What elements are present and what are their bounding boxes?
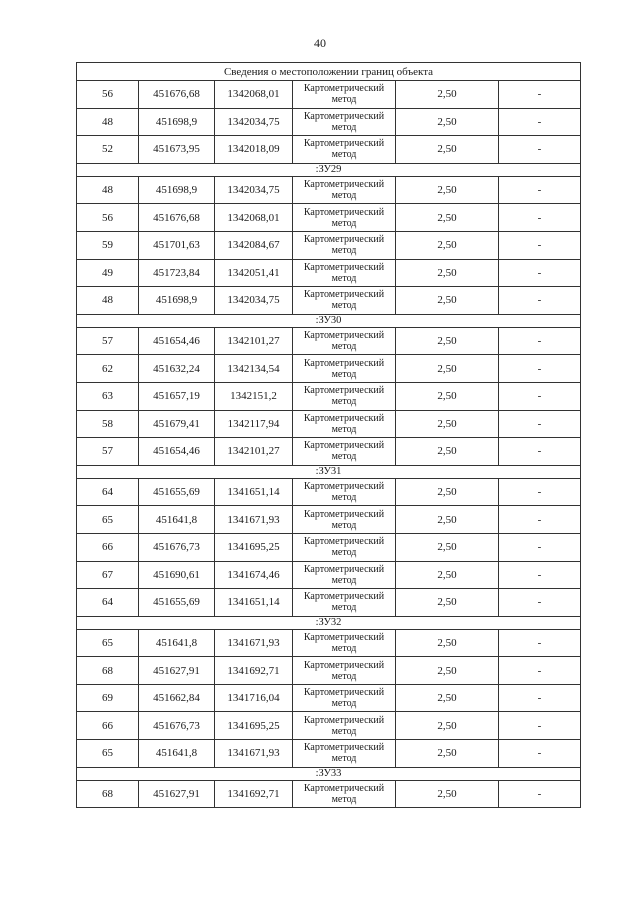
table-row <box>77 684 581 712</box>
accuracy-value: 2,50 <box>396 657 499 685</box>
coordinate-y: 1342068,01 <box>215 81 293 109</box>
zone-header-row <box>77 465 581 478</box>
point-number: 64 <box>77 478 139 506</box>
point-number: 65 <box>77 629 139 657</box>
note-value: - <box>499 740 581 768</box>
determination-method <box>293 204 396 232</box>
point-number: 68 <box>77 657 139 685</box>
note-value: - <box>499 506 581 534</box>
coordinate-x: 451676,68 <box>139 204 215 232</box>
table-row <box>77 355 581 383</box>
coordinate-y: 1341671,93 <box>215 506 293 534</box>
point-number: 66 <box>77 712 139 740</box>
determination-method <box>293 712 396 740</box>
point-number: 56 <box>77 204 139 232</box>
method-line-1: Картометрический <box>303 536 385 548</box>
coordinate-y: 1342151,2 <box>215 382 293 410</box>
note-value: - <box>499 176 581 204</box>
determination-method <box>293 327 396 355</box>
note-value: - <box>499 657 581 685</box>
method-line-1: Картометрический <box>303 412 385 424</box>
zone-label: :ЗУ29 <box>77 163 581 176</box>
note-value: - <box>499 287 581 315</box>
table-row <box>77 259 581 287</box>
determination-method <box>293 561 396 589</box>
method-line-1: Картометрический <box>303 206 385 218</box>
determination-method <box>293 355 396 383</box>
note-value: - <box>499 259 581 287</box>
coordinate-x: 451676,68 <box>139 81 215 109</box>
table-row <box>77 176 581 204</box>
table-row <box>77 657 581 685</box>
table-heading: Сведения о местоположении границ объекта <box>77 63 581 81</box>
zone-label: :ЗУ31 <box>77 465 581 478</box>
coordinate-x: 451641,8 <box>139 629 215 657</box>
method-line-1: Картометрический <box>303 714 385 726</box>
table-row <box>77 231 581 259</box>
coordinate-x: 451641,8 <box>139 740 215 768</box>
note-value: - <box>499 410 581 438</box>
accuracy-value: 2,50 <box>396 327 499 355</box>
determination-method <box>293 108 396 136</box>
determination-method <box>293 176 396 204</box>
method-line-2: метод <box>331 94 357 106</box>
point-number: 64 <box>77 589 139 617</box>
method-line-2: метод <box>331 793 357 805</box>
coordinate-y: 1342101,27 <box>215 438 293 466</box>
table-row <box>77 712 581 740</box>
table-row <box>77 589 581 617</box>
method-line-2: метод <box>331 547 357 559</box>
determination-method <box>293 81 396 109</box>
note-value: - <box>499 712 581 740</box>
method-line-2: метод <box>331 642 357 654</box>
accuracy-value: 2,50 <box>396 740 499 768</box>
coordinate-y: 1341671,93 <box>215 740 293 768</box>
coordinate-x: 451676,73 <box>139 712 215 740</box>
table-row <box>77 382 581 410</box>
note-value: - <box>499 780 581 808</box>
coordinate-y: 1342117,94 <box>215 410 293 438</box>
method-line-2: метод <box>331 423 357 435</box>
accuracy-value: 2,50 <box>396 589 499 617</box>
determination-method <box>293 780 396 808</box>
table-row <box>77 780 581 808</box>
method-line-1: Картометрический <box>303 234 385 246</box>
method-line-1: Картометрический <box>303 782 385 794</box>
method-line-2: метод <box>331 272 357 284</box>
coordinate-x: 451655,69 <box>139 478 215 506</box>
zone-header-row <box>77 163 581 176</box>
method-line-2: метод <box>331 368 357 380</box>
coordinate-x: 451654,46 <box>139 327 215 355</box>
accuracy-value: 2,50 <box>396 629 499 657</box>
determination-method <box>293 478 396 506</box>
coordinate-x: 451632,24 <box>139 355 215 383</box>
determination-method <box>293 410 396 438</box>
method-line-2: метод <box>331 217 357 229</box>
table-row <box>77 136 581 164</box>
method-line-1: Картометрический <box>303 591 385 603</box>
method-line-2: метод <box>331 492 357 504</box>
method-line-2: метод <box>331 698 357 710</box>
table-row <box>77 506 581 534</box>
table-row <box>77 287 581 315</box>
accuracy-value: 2,50 <box>396 410 499 438</box>
note-value: - <box>499 438 581 466</box>
point-number: 67 <box>77 561 139 589</box>
coordinate-x: 451698,9 <box>139 176 215 204</box>
coordinate-y: 1342034,75 <box>215 287 293 315</box>
accuracy-value: 2,50 <box>396 231 499 259</box>
coordinate-x: 451673,95 <box>139 136 215 164</box>
method-line-1: Картометрический <box>303 110 385 122</box>
method-line-1: Картометрический <box>303 83 385 95</box>
coordinate-y: 1341651,14 <box>215 589 293 617</box>
note-value: - <box>499 136 581 164</box>
point-number: 49 <box>77 259 139 287</box>
point-number: 69 <box>77 684 139 712</box>
note-value: - <box>499 561 581 589</box>
method-line-2: метод <box>331 725 357 737</box>
coordinate-y: 1342068,01 <box>215 204 293 232</box>
point-number: 56 <box>77 81 139 109</box>
method-line-1: Картометрический <box>303 357 385 369</box>
point-number: 52 <box>77 136 139 164</box>
note-value: - <box>499 589 581 617</box>
method-line-1: Картометрический <box>303 563 385 575</box>
determination-method <box>293 589 396 617</box>
point-number: 58 <box>77 410 139 438</box>
table-row <box>77 438 581 466</box>
table-row <box>77 478 581 506</box>
determination-method <box>293 287 396 315</box>
coordinate-x: 451676,73 <box>139 533 215 561</box>
coordinate-x: 451679,41 <box>139 410 215 438</box>
coordinate-y: 1342051,41 <box>215 259 293 287</box>
coordinate-y: 1341674,46 <box>215 561 293 589</box>
coordinate-y: 1341651,14 <box>215 478 293 506</box>
coordinate-x: 451627,91 <box>139 657 215 685</box>
accuracy-value: 2,50 <box>396 108 499 136</box>
method-line-1: Картометрический <box>303 659 385 671</box>
coordinate-x: 451655,69 <box>139 589 215 617</box>
method-line-2: метод <box>331 121 357 133</box>
note-value: - <box>499 629 581 657</box>
coordinate-y: 1341716,04 <box>215 684 293 712</box>
point-number: 48 <box>77 287 139 315</box>
coordinate-x: 451657,19 <box>139 382 215 410</box>
point-number: 63 <box>77 382 139 410</box>
method-line-2: метод <box>331 519 357 531</box>
table-row <box>77 204 581 232</box>
method-line-1: Картометрический <box>303 138 385 150</box>
method-line-1: Картометрический <box>303 179 385 191</box>
determination-method <box>293 684 396 712</box>
table-row <box>77 410 581 438</box>
coordinate-y: 1341671,93 <box>215 629 293 657</box>
coordinate-x: 451698,9 <box>139 287 215 315</box>
note-value: - <box>499 355 581 383</box>
boundary-coordinates-table <box>76 62 581 808</box>
coordinate-x: 451698,9 <box>139 108 215 136</box>
accuracy-value: 2,50 <box>396 438 499 466</box>
method-line-1: Картометрический <box>303 440 385 452</box>
coordinate-y: 1341692,71 <box>215 780 293 808</box>
accuracy-value: 2,50 <box>396 259 499 287</box>
point-number: 65 <box>77 740 139 768</box>
note-value: - <box>499 81 581 109</box>
method-line-1: Картометрический <box>303 481 385 493</box>
accuracy-value: 2,50 <box>396 478 499 506</box>
accuracy-value: 2,50 <box>396 506 499 534</box>
method-line-1: Картометрический <box>303 330 385 342</box>
method-line-2: метод <box>331 670 357 682</box>
method-line-2: метод <box>331 574 357 586</box>
coordinate-x: 451690,61 <box>139 561 215 589</box>
method-line-2: метод <box>331 341 357 353</box>
table-heading-row <box>77 63 581 81</box>
note-value: - <box>499 327 581 355</box>
point-number: 57 <box>77 438 139 466</box>
coordinate-y: 1342034,75 <box>215 176 293 204</box>
coordinate-x: 451723,84 <box>139 259 215 287</box>
zone-header-row <box>77 767 581 780</box>
coordinate-x: 451654,46 <box>139 438 215 466</box>
coordinate-x: 451701,63 <box>139 231 215 259</box>
method-line-2: метод <box>331 451 357 463</box>
note-value: - <box>499 533 581 561</box>
note-value: - <box>499 204 581 232</box>
determination-method <box>293 533 396 561</box>
accuracy-value: 2,50 <box>396 204 499 232</box>
coordinate-y: 1342034,75 <box>215 108 293 136</box>
determination-method <box>293 740 396 768</box>
determination-method <box>293 259 396 287</box>
method-line-1: Картометрический <box>303 289 385 301</box>
note-value: - <box>499 684 581 712</box>
table-row <box>77 108 581 136</box>
coordinate-x: 451627,91 <box>139 780 215 808</box>
coordinate-x: 451641,8 <box>139 506 215 534</box>
method-line-2: метод <box>331 190 357 202</box>
zone-header-row <box>77 616 581 629</box>
table-body <box>77 63 581 808</box>
coordinate-y: 1342101,27 <box>215 327 293 355</box>
accuracy-value: 2,50 <box>396 533 499 561</box>
note-value: - <box>499 382 581 410</box>
method-line-2: метод <box>331 396 357 408</box>
accuracy-value: 2,50 <box>396 780 499 808</box>
accuracy-value: 2,50 <box>396 355 499 383</box>
determination-method <box>293 506 396 534</box>
coordinate-y: 1342134,54 <box>215 355 293 383</box>
method-line-2: метод <box>331 602 357 614</box>
accuracy-value: 2,50 <box>396 136 499 164</box>
coordinate-y: 1342018,09 <box>215 136 293 164</box>
zone-label: :ЗУ32 <box>77 616 581 629</box>
method-line-1: Картометрический <box>303 742 385 754</box>
determination-method <box>293 382 396 410</box>
page-number: 40 <box>314 36 326 50</box>
accuracy-value: 2,50 <box>396 684 499 712</box>
point-number: 48 <box>77 108 139 136</box>
zone-header-row <box>77 314 581 327</box>
method-line-2: метод <box>331 149 357 161</box>
table-row <box>77 629 581 657</box>
table-row <box>77 740 581 768</box>
determination-method <box>293 629 396 657</box>
determination-method <box>293 657 396 685</box>
method-line-1: Картометрический <box>303 508 385 520</box>
accuracy-value: 2,50 <box>396 712 499 740</box>
method-line-1: Картометрический <box>303 385 385 397</box>
point-number: 68 <box>77 780 139 808</box>
point-number: 57 <box>77 327 139 355</box>
coordinate-y: 1341695,25 <box>215 533 293 561</box>
method-line-2: метод <box>331 300 357 312</box>
coordinate-x: 451662,84 <box>139 684 215 712</box>
table-row <box>77 561 581 589</box>
method-line-1: Картометрический <box>303 261 385 273</box>
determination-method <box>293 136 396 164</box>
accuracy-value: 2,50 <box>396 561 499 589</box>
table-row <box>77 327 581 355</box>
accuracy-value: 2,50 <box>396 287 499 315</box>
method-line-2: метод <box>331 753 357 765</box>
point-number: 48 <box>77 176 139 204</box>
point-number: 59 <box>77 231 139 259</box>
table-row <box>77 533 581 561</box>
accuracy-value: 2,50 <box>396 81 499 109</box>
table-row <box>77 81 581 109</box>
point-number: 62 <box>77 355 139 383</box>
note-value: - <box>499 478 581 506</box>
accuracy-value: 2,50 <box>396 176 499 204</box>
accuracy-value: 2,50 <box>396 382 499 410</box>
note-value: - <box>499 231 581 259</box>
coordinate-y: 1341692,71 <box>215 657 293 685</box>
zone-label: :ЗУ30 <box>77 314 581 327</box>
note-value: - <box>499 108 581 136</box>
coordinate-y: 1342084,67 <box>215 231 293 259</box>
coordinate-y: 1341695,25 <box>215 712 293 740</box>
point-number: 66 <box>77 533 139 561</box>
determination-method <box>293 438 396 466</box>
method-line-2: метод <box>331 245 357 257</box>
method-line-1: Картометрический <box>303 631 385 643</box>
determination-method <box>293 231 396 259</box>
point-number: 65 <box>77 506 139 534</box>
zone-label: :ЗУ33 <box>77 767 581 780</box>
method-line-1: Картометрический <box>303 687 385 699</box>
